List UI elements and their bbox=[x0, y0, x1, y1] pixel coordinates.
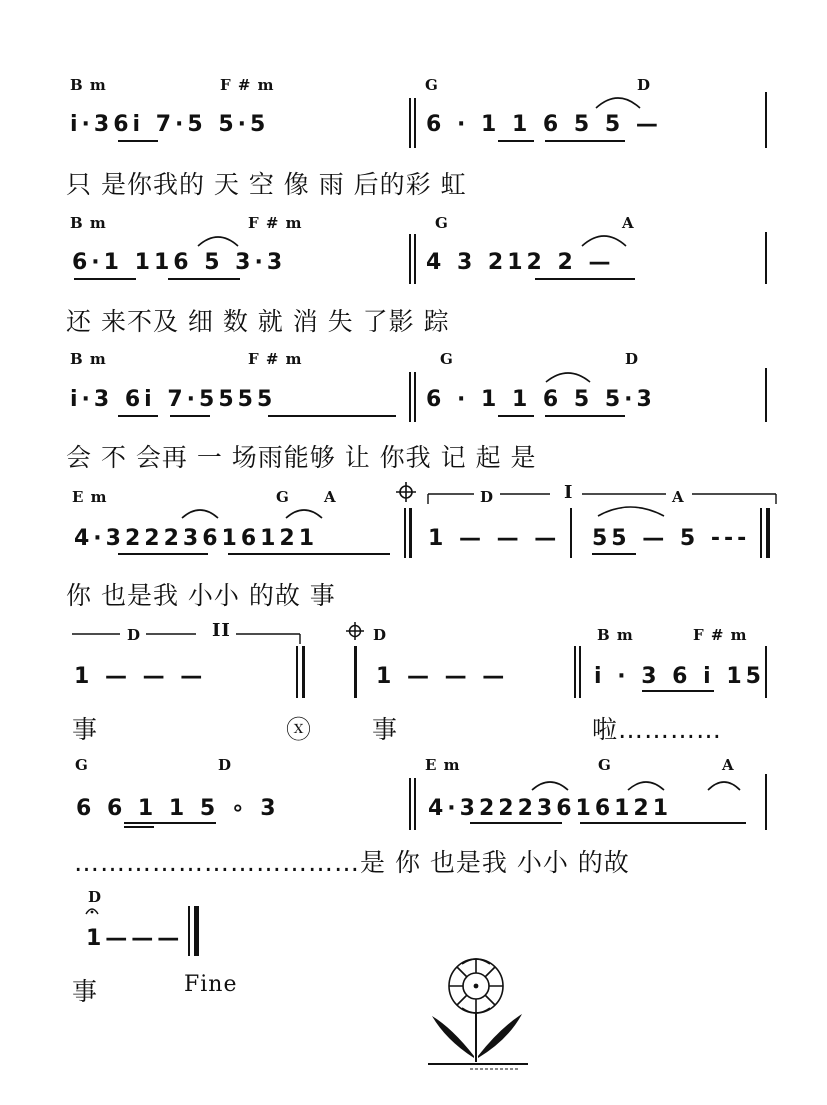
repeat-sign-icon: ⓧ bbox=[286, 715, 313, 744]
chord-label: F # m bbox=[248, 214, 303, 232]
notation-measure: 4·32223616121 bbox=[428, 796, 673, 821]
chord-label: A bbox=[324, 488, 337, 506]
chord-label: D bbox=[625, 350, 640, 368]
notation-measure: 1 — — — bbox=[74, 664, 207, 689]
lyric-line: 只 是你我的 天 空 像 雨 后的彩 虹 bbox=[66, 170, 467, 199]
lyric-word: 啦………… bbox=[592, 715, 723, 744]
notation-measure: 6·1 116 5 3·3 bbox=[72, 250, 287, 275]
chord-label: D bbox=[127, 626, 142, 644]
chord-label: B m bbox=[597, 626, 634, 644]
notation-measure: 1——— bbox=[86, 926, 184, 951]
chord-label: A bbox=[672, 488, 685, 506]
notation-measure: i · 3 6 i 15 bbox=[594, 664, 765, 689]
chord-label: D bbox=[480, 488, 495, 506]
chord-label: D bbox=[88, 888, 103, 906]
chord-label: G bbox=[598, 756, 612, 774]
notation-measure: 4·32223616121 bbox=[74, 526, 319, 551]
chord-label: B m bbox=[70, 76, 107, 94]
chord-label: F # m bbox=[693, 626, 748, 644]
notation-measure: 4 3 212 2 — bbox=[426, 250, 615, 275]
chord-label: G bbox=[440, 350, 454, 368]
chord-label: G bbox=[75, 756, 89, 774]
lyric-line: 还 来不及 细 数 就 消 失 了影 踪 bbox=[66, 307, 450, 336]
lyric-line: 会 不 会再 一 场雨能够 让 你我 记 起 是 bbox=[66, 443, 537, 472]
notation-measure: 1 — — — bbox=[428, 526, 561, 551]
chord-label: D bbox=[218, 756, 233, 774]
notation-measure: 6 · 1 1 6 5 5·3 bbox=[426, 387, 656, 412]
volta-2-label: II bbox=[212, 620, 231, 641]
chord-label: F # m bbox=[220, 76, 275, 94]
chord-label: E m bbox=[425, 756, 461, 774]
notation-measure: i·3 6i 7·5555 bbox=[70, 387, 277, 412]
lyric-line: ……………………………是 你 也是我 小小 的故 bbox=[74, 848, 630, 877]
lyric-word: 事 bbox=[72, 715, 99, 744]
chord-label: G bbox=[425, 76, 439, 94]
chord-label: B m bbox=[70, 214, 107, 232]
chord-label: F # m bbox=[248, 350, 303, 368]
fine-marking: Fine bbox=[184, 972, 238, 997]
chord-label: E m bbox=[72, 488, 108, 506]
chord-label: D bbox=[637, 76, 652, 94]
chord-label: D bbox=[373, 626, 388, 644]
lyric-word: 事 bbox=[372, 715, 399, 744]
notation-measure: 1 — — — bbox=[376, 664, 509, 689]
chord-label: G bbox=[435, 214, 449, 232]
chord-label: A bbox=[622, 214, 635, 232]
notation-measure: i·36i 7·5 5·5 bbox=[70, 112, 270, 137]
lyric-line: 你 也是我 小小 的故 事 bbox=[66, 581, 336, 610]
notation-measure: 6 6 1 1 5 ∘ 3 bbox=[76, 796, 280, 821]
notation-measure: 6 · 1 1 6 5 5 — bbox=[426, 112, 662, 137]
chord-label: B m bbox=[70, 350, 107, 368]
notation-measure: 55 — 5 --- bbox=[592, 526, 751, 551]
volta-1-label: I bbox=[564, 482, 574, 503]
lyric-word: 事 bbox=[72, 977, 99, 1006]
chord-label: A bbox=[722, 756, 735, 774]
chord-label: G bbox=[276, 488, 290, 506]
